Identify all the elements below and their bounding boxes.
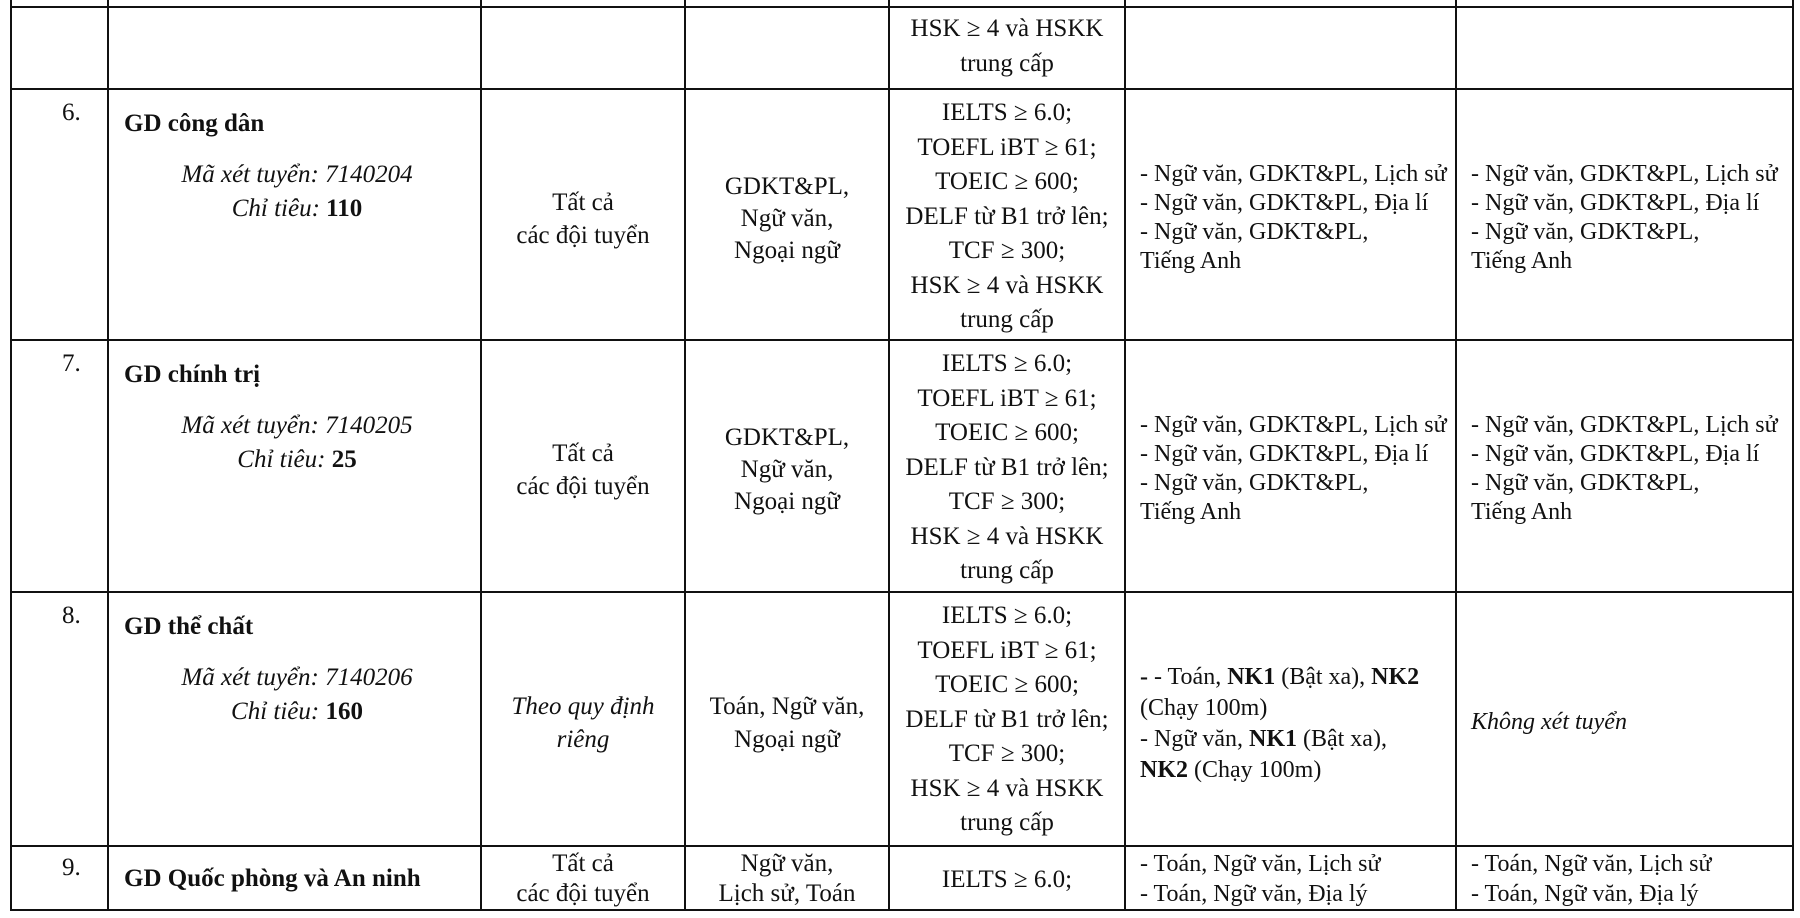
- requirement-line: trung cấp: [960, 49, 1054, 77]
- teams-line: riêng: [556, 726, 610, 753]
- col-border-0: [10, 0, 12, 911]
- requirement-line: DELF từ B1 trở lên;: [905, 453, 1109, 481]
- requirement-line: IELTS ≥ 6.0;: [941, 602, 1073, 629]
- combo-line: NK2 (Chạy 100m): [1140, 757, 1322, 783]
- row-border-bottom: [10, 909, 1794, 911]
- major-name: GD công dân: [124, 110, 265, 137]
- teams-cell: [482, 437, 684, 503]
- subject-line: Ngữ văn,: [740, 456, 834, 483]
- combo-line: - Ngữ văn, GDKT&PL, Lịch sử: [1140, 161, 1447, 187]
- requirement-line: DELF từ B1 trở lên;: [905, 202, 1109, 230]
- teams-line: các đội tuyển: [516, 222, 650, 249]
- combo-line: Tiếng Anh: [1471, 248, 1573, 274]
- major-code: Mã xét tuyển: 7140204: [181, 161, 413, 188]
- requirement-line: DELF từ B1 trở lên;: [905, 705, 1109, 733]
- combo-line: - Ngữ văn, GDKT&PL, Địa lí: [1140, 441, 1429, 467]
- row-border-top: [10, 6, 1794, 8]
- teams-line: Tất cả: [552, 850, 614, 877]
- major-name: GD Quốc phòng và An ninh: [124, 865, 421, 892]
- subject-line: Lịch sử, Toán: [718, 880, 856, 907]
- combo-line: - Ngữ văn, GDKT&PL,: [1471, 470, 1700, 496]
- row-number: 9.: [62, 854, 81, 881]
- subject-line: Toán, Ngữ văn,: [709, 693, 865, 720]
- requirements-cell: [890, 863, 1124, 898]
- row-number: 6.: [62, 99, 81, 126]
- combo-line: - Toán, Ngữ văn, Địa lý: [1471, 881, 1699, 907]
- combo-line: Tiếng Anh: [1140, 499, 1242, 525]
- major-quota: Chỉ tiêu: 110: [231, 195, 363, 222]
- combo-line: Tiếng Anh: [1471, 499, 1573, 525]
- combo-line: - Ngữ văn, GDKT&PL, Lịch sử: [1471, 412, 1778, 438]
- combo-line: - Ngữ văn, GDKT&PL, Địa lí: [1140, 190, 1429, 216]
- subjects-cell: [686, 422, 888, 518]
- combo-line: (Chạy 100m): [1140, 695, 1268, 721]
- requirement-line: TCF ≥ 300;: [948, 740, 1066, 767]
- col-border-5: [1124, 0, 1126, 911]
- col-border-1: [107, 0, 109, 911]
- row-number: 8.: [62, 602, 81, 629]
- teams-line: Tất cả: [552, 440, 614, 467]
- teams-cell: [482, 849, 684, 909]
- major-code: Mã xét tuyển: 7140206: [181, 664, 413, 691]
- teams-line: các đội tuyển: [516, 880, 650, 907]
- requirement-line: TCF ≥ 300;: [948, 488, 1066, 515]
- major-name: GD thể chất: [124, 613, 254, 640]
- subject-line: GDKT&PL,: [724, 424, 850, 451]
- requirement-line: HSK ≥ 4 và HSKK: [910, 522, 1104, 550]
- combos-cell-a: [1140, 411, 1452, 527]
- row-border-6: [10, 88, 1794, 90]
- combo-line: - Ngữ văn, GDKT&PL,: [1471, 219, 1700, 245]
- requirement-line: TOEIC ≥ 600;: [935, 168, 1079, 195]
- teams-cell: [482, 186, 684, 252]
- major-quota: Chỉ tiêu: 160: [231, 698, 363, 725]
- row-border-9: [10, 845, 1794, 847]
- combo-line: - Ngữ văn, GDKT&PL, Địa lí: [1471, 441, 1760, 467]
- requirement-line: trung cấp: [960, 557, 1054, 584]
- major-quota: Chỉ tiêu: 25: [237, 446, 357, 473]
- no-admission-cell: Không xét tuyển: [1471, 709, 1627, 735]
- combos-cell-a: [1140, 160, 1452, 276]
- requirements-cell: [890, 96, 1124, 338]
- requirement-line: TOEFL iBT ≥ 61;: [917, 133, 1097, 161]
- requirement-line: TOEFL iBT ≥ 61;: [917, 384, 1097, 412]
- teams-line: Theo quy định: [511, 693, 655, 720]
- combos-cell-b: [1471, 411, 1789, 527]
- major-code-block: [112, 158, 482, 226]
- requirement-line: TOEFL iBT ≥ 61;: [917, 636, 1097, 664]
- combo-line: - Ngữ văn, GDKT&PL, Địa lí: [1471, 190, 1760, 216]
- major-code: Mã xét tuyển: 7140205: [181, 412, 413, 439]
- combo-line: Tiếng Anh: [1140, 248, 1242, 274]
- requirement-line: IELTS ≥ 6.0;: [941, 350, 1073, 377]
- requirement-line: IELTS ≥ 6.0;: [941, 866, 1073, 893]
- requirement-line: HSK ≥ 4 và HSKK: [910, 15, 1104, 42]
- combo-line: - Ngữ văn, GDKT&PL, Lịch sử: [1140, 412, 1447, 438]
- subject-line: GDKT&PL,: [724, 173, 850, 200]
- combo-line: - - Toán, NK1 (Bật xa), NK2: [1140, 664, 1420, 690]
- combo-line: - Toán, Ngữ văn, Địa lý: [1140, 881, 1368, 907]
- requirement-line: IELTS ≥ 6.0;: [941, 99, 1073, 126]
- teams-line: các đội tuyển: [516, 473, 650, 500]
- subjects-cell: [686, 171, 888, 267]
- requirement-line: TOEIC ≥ 600;: [935, 419, 1079, 446]
- requirement-line: HSK ≥ 4 và HSKK: [910, 774, 1104, 802]
- subject-line: Ngữ văn,: [740, 205, 834, 232]
- combo-line: - Ngữ văn, GDKT&PL, Lịch sử: [1471, 161, 1778, 187]
- requirement-line: TCF ≥ 300;: [948, 237, 1066, 264]
- requirement-line: trung cấp: [960, 306, 1054, 333]
- combos-cell-b: [1471, 160, 1789, 276]
- major-code-block: [112, 409, 482, 477]
- row-border-7: [10, 339, 1794, 341]
- requirement-line: HSK ≥ 4 và HSKK: [910, 271, 1104, 299]
- combo-line: - Toán, Ngữ văn, Lịch sử: [1140, 851, 1381, 877]
- subject-line: Ngoại ngữ: [734, 488, 840, 515]
- teams-cell: [482, 690, 684, 756]
- combo-line: - Ngữ văn, GDKT&PL,: [1140, 219, 1369, 245]
- combos-cell-a: [1140, 849, 1452, 909]
- subjects-cell: [686, 690, 888, 756]
- subject-line: Ngoại ngữ: [734, 237, 840, 264]
- subject-line: Ngữ văn,: [740, 850, 834, 877]
- requirement-line: trung cấp: [960, 809, 1054, 836]
- requirement-line: TOEIC ≥ 600;: [935, 671, 1079, 698]
- combos-cell-a: [1140, 662, 1452, 786]
- row-number: 7.: [62, 350, 81, 377]
- requirements-cell: [890, 599, 1124, 841]
- combo-line: - Ngữ văn, NK1 (Bật xa),: [1140, 726, 1387, 752]
- requirements-cell: [890, 347, 1124, 589]
- col-border-6: [1455, 0, 1457, 911]
- combos-cell-b: [1471, 849, 1789, 909]
- subjects-cell: [686, 849, 888, 909]
- teams-line: Tất cả: [552, 189, 614, 216]
- row-border-8: [10, 591, 1794, 593]
- col-border-7: [1792, 0, 1794, 911]
- requirements-cell-top: [890, 12, 1124, 81]
- major-name: GD chính trị: [124, 361, 261, 388]
- combo-line: - Ngữ văn, GDKT&PL,: [1140, 470, 1369, 496]
- subject-line: Ngoại ngữ: [734, 726, 840, 753]
- combo-line: - Toán, Ngữ văn, Lịch sử: [1471, 851, 1712, 877]
- major-code-block: [112, 661, 482, 729]
